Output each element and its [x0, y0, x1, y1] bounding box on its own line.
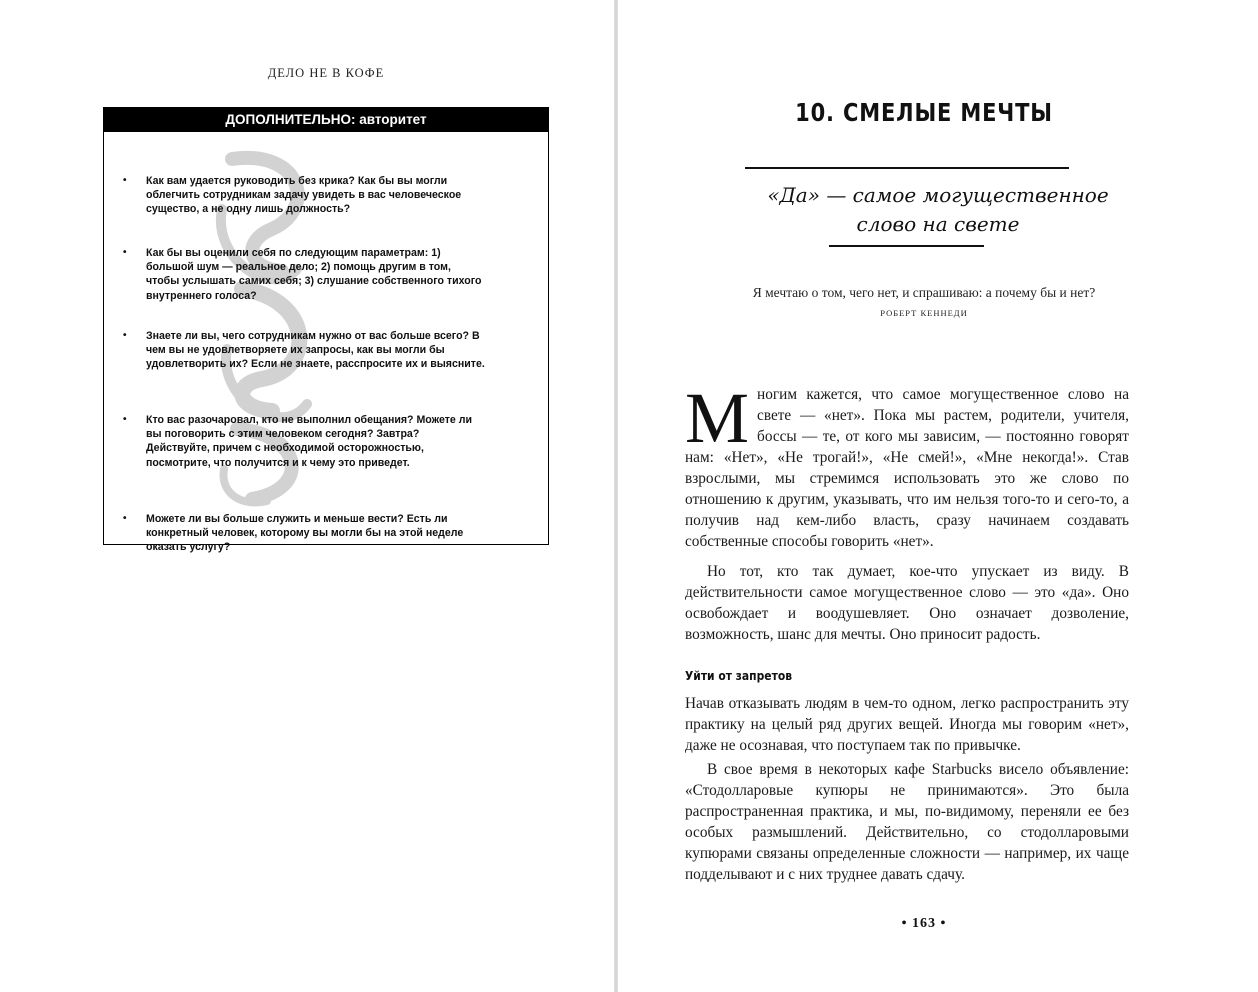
paragraph-1-text: ногим кажется, что самое могущественное слово на свете — «нет». Пока мы растем, родители, учителя, боссы — те, от кого мы зависим, — постоянно говорят нам: «Нет», «Не трогай!», «Не смей!», «Мне некогда!». Став взрослыми, мы стремимся использовать это же слово по отношению к другим, указывать, что им нельзя того-то и сего-то, а получив над кем-либо власть, сразу начинаем создавать собственные способы говорить «нет». — [685, 386, 1129, 550]
epigraph-author: РОБЕРТ КЕННЕДИ — [880, 308, 968, 318]
list-item-text: Как бы вы оценили себя по следующим параметрам: 1) большой шум — реальное дело; 2) помощь другим в том, чтобы услышать самих себя; 3) слушание собственного тихого внутреннего голоса? — [146, 247, 482, 302]
page-number: • 163 • — [901, 916, 947, 931]
chapter-subtitle — [618, 181, 1258, 239]
list-item — [123, 413, 486, 470]
body-paragraph-1 — [685, 378, 1129, 552]
list-item — [123, 512, 486, 555]
body-paragraph-4: В свое время в некоторых кафе Starbucks висело объявление: «Стодолларовые купюры не принимаются». Это была распространенная практика, и мы, по-видимому, переняли ее без особых размышлений. Действительно, со стодолларовыми купюрами связаны определенные сложности — например, их чаще подделывают и с них труднее давать сдачу. — [685, 761, 1129, 883]
list-item-text: Можете ли вы больше служить и меньше вести? Есть ли конкретный человек, которому вы могли бы на этой неделе оказать услугу? — [146, 513, 464, 554]
sidebar-box — [103, 107, 549, 554]
list-item-text: Как вам удается руководить без крика? Как бы вы могли облегчить сотрудникам задачу увидеть в вас человеческое существо, а не одну лишь должность? — [146, 175, 462, 216]
list-item — [123, 174, 486, 217]
body-paragraph-2: Но тот, кто так думает, кое-что упускает из виду. В действительности самое могущественное слово — это «да». Оно освобождает и воодушевляет. Оно означает дозволение, возможность, шанс для мечты. Оно приносит радость. — [685, 563, 1129, 643]
list-item — [123, 246, 486, 303]
title-rule-bottom — [829, 245, 984, 247]
list-item-text: Знаете ли вы, чего сотрудникам нужно от вас больше всего? В чем вы не удовлетворяете их запросы, как вы могли бы удовлетворить их? Если не знаете, расспросите их и выясните. — [146, 330, 485, 371]
sidebar-title: ДОПОЛНИТЕЛЬНО: авторитет — [104, 107, 548, 132]
left-page — [0, 0, 614, 992]
bullet-icon: • — [123, 247, 127, 258]
body-paragraph-3: Начав отказывать людям в чем-то одном, легко распространить эту практику на целый ряд других вещей. Иногда мы говорим «нет», даже не осознавая, что поступаем так по привычке. — [685, 695, 1129, 754]
subtitle-line-2: слово на свете — [856, 212, 1020, 236]
title-rule-top — [745, 167, 1069, 169]
list-item — [123, 329, 486, 372]
running-head: ДЕЛО НЕ В КОФЕ — [267, 66, 385, 80]
list-item-text: Кто вас разочаровал, кто не выполнил обещания? Можете ли вы поговорить с этим человеком сегодня? Завтра? Действуйте, причем с необходимой осторожностью, посмотрите, что получится и к чему это приведет. — [146, 414, 472, 469]
drop-cap: М — [685, 378, 750, 458]
chapter-title: 10. СМЕЛЫЕ МЕЧТЫ — [795, 98, 1053, 127]
bullet-icon: • — [123, 175, 127, 186]
section-heading: Уйти от запретов — [685, 668, 793, 683]
right-page — [618, 0, 1230, 992]
epigraph-quote: Я мечтаю о том, чего нет, и спрашиваю: а почему бы и нет? — [752, 285, 1096, 300]
bullet-icon: • — [123, 513, 127, 524]
subtitle-line-1: «Да» — самое могущественное — [767, 183, 1109, 207]
bullet-icon: • — [123, 414, 127, 425]
bullet-icon: • — [123, 330, 127, 341]
